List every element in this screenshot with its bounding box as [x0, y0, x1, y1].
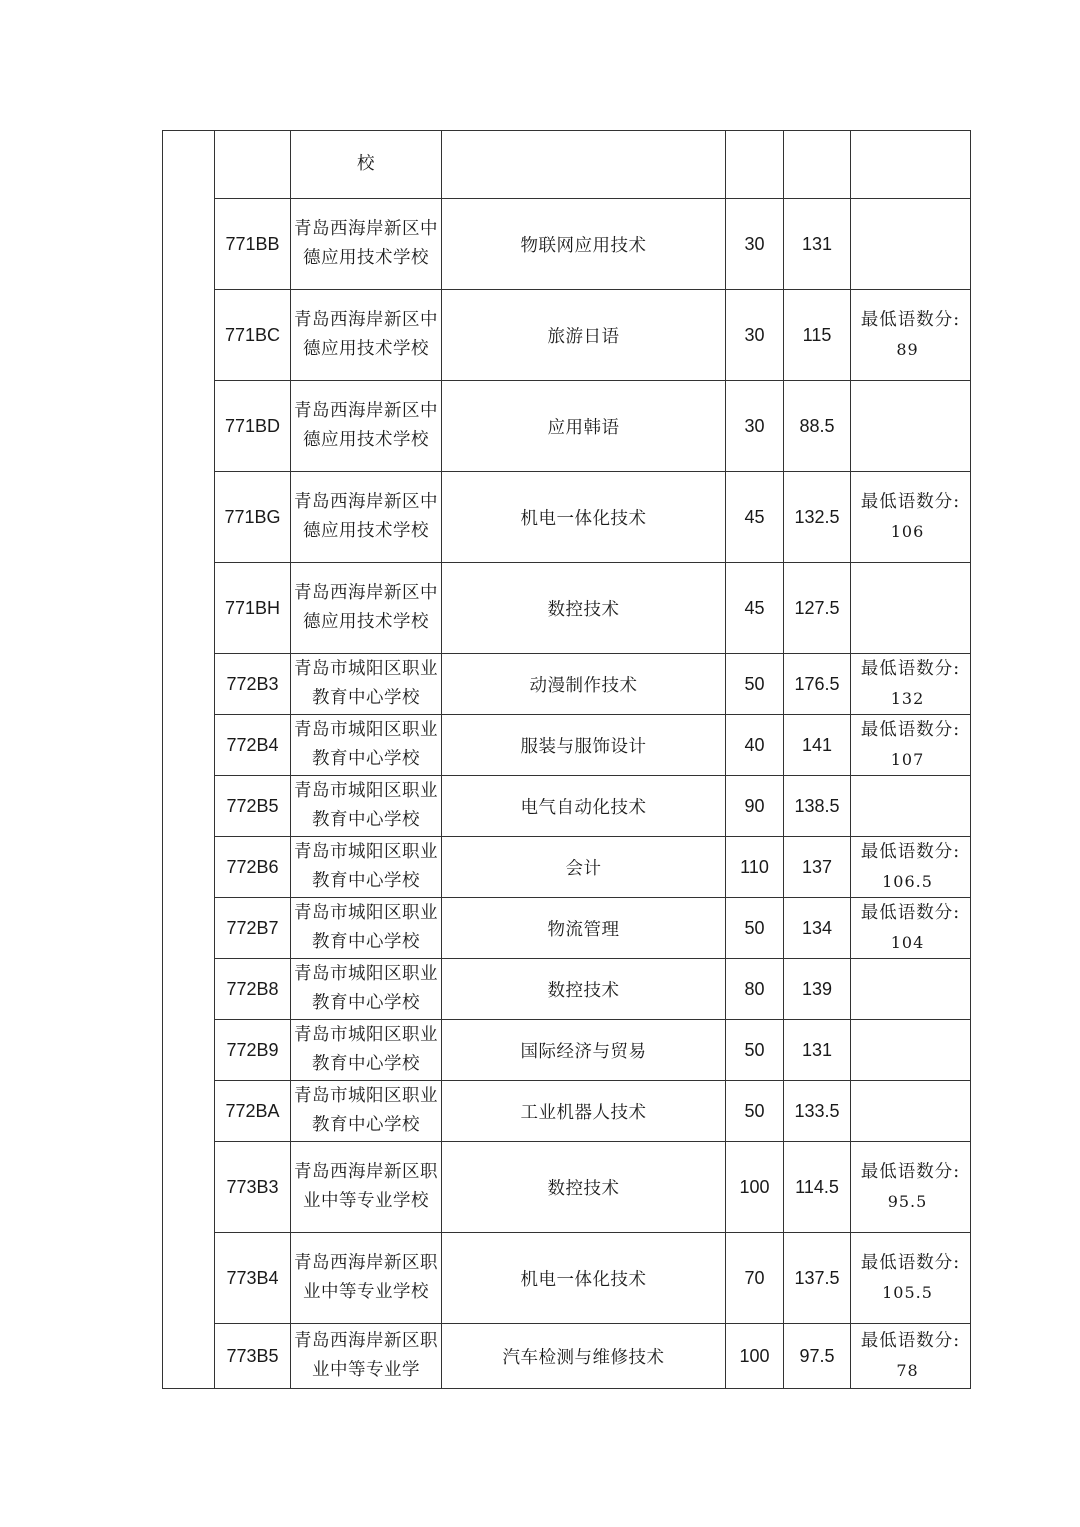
plan-cell: 110	[726, 837, 784, 898]
merged-category-cell	[163, 131, 215, 1389]
table-row	[163, 1081, 971, 1142]
note-label: 最低语数分:	[860, 492, 961, 512]
major-cell: 服装与服饰设计	[442, 715, 726, 776]
major-cell: 机电一体化技术	[442, 1233, 726, 1324]
note-cell	[851, 776, 971, 837]
note-cell	[851, 837, 971, 898]
table-row	[163, 199, 971, 290]
code-cell: 772B8	[215, 959, 291, 1020]
code-cell: 771BH	[215, 563, 291, 654]
major-cell: 国际经济与贸易	[442, 1020, 726, 1081]
note-cell	[851, 959, 971, 1020]
plan-cell: 30	[726, 199, 784, 290]
note-cell	[851, 290, 971, 381]
school-cell: 青岛市城阳区职业教育中心学校	[291, 776, 442, 837]
code-cell: 772BA	[215, 1081, 291, 1142]
major-cell	[442, 131, 726, 199]
table-row	[163, 563, 971, 654]
score-cell: 137.5	[784, 1233, 851, 1324]
plan-cell: 80	[726, 959, 784, 1020]
note-label: 最低语数分:	[860, 903, 961, 923]
plan-cell: 70	[726, 1233, 784, 1324]
plan-cell: 40	[726, 715, 784, 776]
major-cell: 汽车检测与维修技术	[442, 1324, 726, 1389]
note-label: 最低语数分:	[860, 842, 961, 862]
code-cell: 772B4	[215, 715, 291, 776]
major-cell: 旅游日语	[442, 290, 726, 381]
admissions-table	[162, 130, 971, 1389]
table-row	[163, 472, 971, 563]
plan-cell: 90	[726, 776, 784, 837]
score-cell: 131	[784, 199, 851, 290]
note-value: 106	[890, 522, 925, 541]
note-value: 104	[890, 933, 925, 952]
code-cell: 772B3	[215, 654, 291, 715]
table-row	[163, 654, 971, 715]
table-row	[163, 1142, 971, 1233]
table-row	[163, 837, 971, 898]
code-cell: 771BB	[215, 199, 291, 290]
note-cell	[851, 1233, 971, 1324]
table-row	[163, 898, 971, 959]
major-cell: 数控技术	[442, 959, 726, 1020]
table-row	[163, 131, 971, 199]
note-value: 106.5	[882, 872, 933, 891]
plan-cell	[726, 131, 784, 199]
school-cell: 青岛西海岸新区中德应用技术学校	[291, 199, 442, 290]
note-cell	[851, 1142, 971, 1233]
score-cell: 88.5	[784, 381, 851, 472]
score-cell: 138.5	[784, 776, 851, 837]
plan-cell: 100	[726, 1324, 784, 1389]
note-cell	[851, 1020, 971, 1081]
note-cell	[851, 131, 971, 199]
table-row	[163, 290, 971, 381]
plan-cell: 100	[726, 1142, 784, 1233]
code-cell	[215, 131, 291, 199]
note-cell	[851, 715, 971, 776]
score-cell	[784, 131, 851, 199]
note-value: 95.5	[887, 1192, 928, 1211]
school-cell: 青岛市城阳区职业教育中心学校	[291, 959, 442, 1020]
major-cell: 会计	[442, 837, 726, 898]
code-cell: 773B3	[215, 1142, 291, 1233]
score-cell: 141	[784, 715, 851, 776]
school-cell: 青岛西海岸新区职业中等专业学校	[291, 1142, 442, 1233]
plan-cell: 50	[726, 1081, 784, 1142]
note-label: 最低语数分:	[860, 1331, 961, 1351]
note-cell	[851, 472, 971, 563]
note-value: 132	[890, 689, 925, 708]
note-cell	[851, 1324, 971, 1389]
table-row	[163, 776, 971, 837]
table-row	[163, 715, 971, 776]
major-cell: 工业机器人技术	[442, 1081, 726, 1142]
score-cell: 139	[784, 959, 851, 1020]
plan-cell: 50	[726, 898, 784, 959]
code-cell: 771BD	[215, 381, 291, 472]
note-cell	[851, 199, 971, 290]
major-cell: 物流管理	[442, 898, 726, 959]
school-cell: 青岛市城阳区职业教育中心学校	[291, 1020, 442, 1081]
note-cell	[851, 381, 971, 472]
score-cell: 132.5	[784, 472, 851, 563]
score-cell: 134	[784, 898, 851, 959]
note-cell	[851, 1081, 971, 1142]
school-cell: 青岛西海岸新区中德应用技术学校	[291, 472, 442, 563]
table-row	[163, 1233, 971, 1324]
school-cell: 青岛西海岸新区职业中等专业学	[291, 1324, 442, 1389]
note-value: 107	[890, 750, 925, 769]
school-cell: 青岛市城阳区职业教育中心学校	[291, 1081, 442, 1142]
plan-cell: 30	[726, 381, 784, 472]
note-label: 最低语数分:	[860, 1162, 961, 1182]
school-cell: 青岛西海岸新区中德应用技术学校	[291, 381, 442, 472]
score-cell: 133.5	[784, 1081, 851, 1142]
school-cell: 青岛西海岸新区中德应用技术学校	[291, 563, 442, 654]
code-cell: 773B5	[215, 1324, 291, 1389]
school-cell: 青岛市城阳区职业教育中心学校	[291, 654, 442, 715]
plan-cell: 50	[726, 654, 784, 715]
note-value: 78	[896, 1361, 919, 1380]
note-label: 最低语数分:	[860, 659, 961, 679]
major-cell: 物联网应用技术	[442, 199, 726, 290]
table-row	[163, 1020, 971, 1081]
note-label: 最低语数分:	[860, 720, 961, 740]
score-cell: 114.5	[784, 1142, 851, 1233]
note-label: 最低语数分:	[860, 310, 961, 330]
school-cell: 青岛市城阳区职业教育中心学校	[291, 837, 442, 898]
score-cell: 176.5	[784, 654, 851, 715]
table-row	[163, 381, 971, 472]
code-cell: 771BC	[215, 290, 291, 381]
score-cell: 131	[784, 1020, 851, 1081]
plan-cell: 50	[726, 1020, 784, 1081]
major-cell: 机电一体化技术	[442, 472, 726, 563]
plan-cell: 30	[726, 290, 784, 381]
score-cell: 97.5	[784, 1324, 851, 1389]
note-value: 105.5	[882, 1283, 933, 1302]
school-cell: 青岛市城阳区职业教育中心学校	[291, 898, 442, 959]
code-cell: 772B5	[215, 776, 291, 837]
code-cell: 772B7	[215, 898, 291, 959]
major-cell: 电气自动化技术	[442, 776, 726, 837]
plan-cell: 45	[726, 472, 784, 563]
score-cell: 127.5	[784, 563, 851, 654]
note-label: 最低语数分:	[860, 1253, 961, 1273]
note-value: 89	[896, 340, 919, 359]
table-row	[163, 1324, 971, 1389]
school-cell: 校	[291, 131, 442, 199]
table-row	[163, 959, 971, 1020]
note-cell	[851, 654, 971, 715]
school-cell: 青岛市城阳区职业教育中心学校	[291, 715, 442, 776]
note-cell	[851, 563, 971, 654]
major-cell: 动漫制作技术	[442, 654, 726, 715]
school-cell: 青岛西海岸新区中德应用技术学校	[291, 290, 442, 381]
plan-cell: 45	[726, 563, 784, 654]
code-cell: 772B9	[215, 1020, 291, 1081]
code-cell: 772B6	[215, 837, 291, 898]
note-cell	[851, 898, 971, 959]
score-cell: 137	[784, 837, 851, 898]
code-cell: 773B4	[215, 1233, 291, 1324]
major-cell: 应用韩语	[442, 381, 726, 472]
score-cell: 115	[784, 290, 851, 381]
major-cell: 数控技术	[442, 1142, 726, 1233]
code-cell: 771BG	[215, 472, 291, 563]
school-cell: 青岛西海岸新区职业中等专业学校	[291, 1233, 442, 1324]
major-cell: 数控技术	[442, 563, 726, 654]
